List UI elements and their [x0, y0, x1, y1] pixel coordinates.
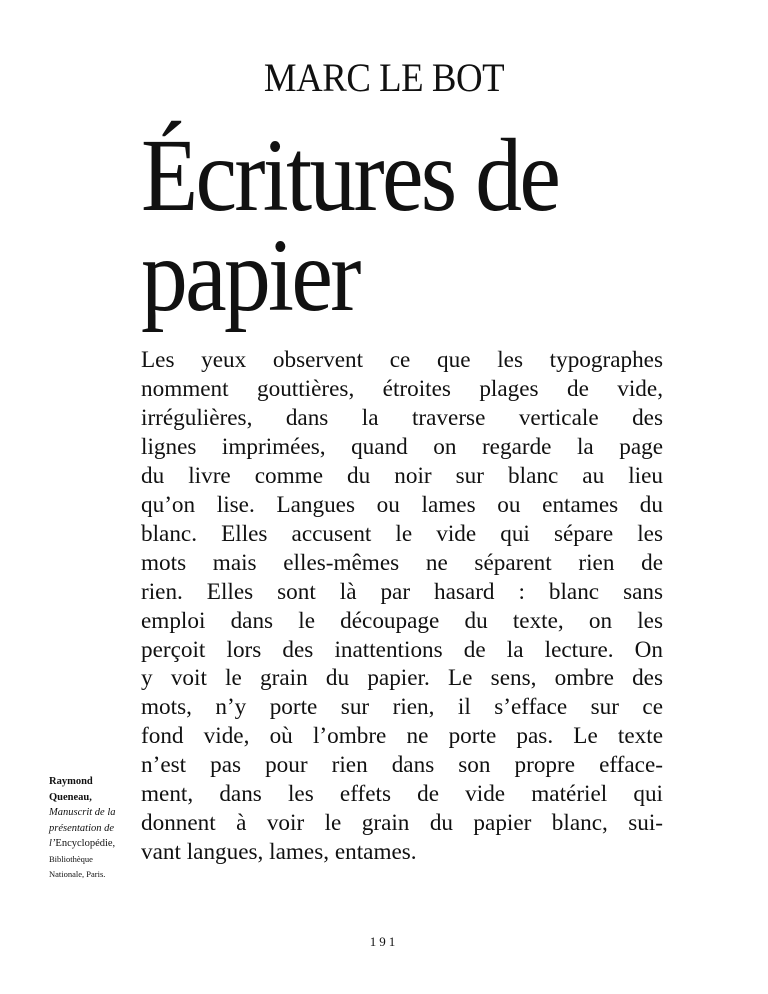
body-line: fond vide, où l’ombre ne porte pas. Le texte	[141, 723, 663, 750]
body-line: blanc. Elles accusent le vide qui sépare les	[141, 520, 663, 547]
body-line: lignes imprimées, quand on regarde la page	[141, 433, 663, 460]
body-line: irrégulières, dans la traverse verticale des	[141, 404, 663, 431]
body-line: emploi dans le découpage du texte, on les	[141, 607, 663, 634]
body-line: n’est pas pour rien dans son propre efface-	[141, 752, 663, 779]
body-line: rien. Elles sont là par hasard : blanc sans	[141, 578, 663, 605]
caption-name-line: Raymond	[49, 776, 93, 787]
caption-work-prefix: l’	[49, 838, 56, 849]
body-line: qu’on lise. Langues ou lames ou entames du	[141, 491, 663, 518]
body-line: du livre comme du noir sur blanc au lieu	[141, 462, 663, 489]
body-line: mots mais elles-mêmes ne séparent rien de	[141, 549, 663, 576]
body-line: mots, n’y porte sur rien, il s’efface sur ce	[141, 694, 663, 721]
title-line-1: Écritures de	[141, 118, 559, 233]
title-line-2: papier	[141, 218, 359, 333]
body-line: ment, dans les effets de vide matériel qui	[141, 781, 663, 808]
page-number: 191	[369, 934, 399, 949]
body-line: y voit le grain du papier. Le sens, ombre des	[141, 665, 663, 692]
body-line: vant langues, lames, entames.	[141, 839, 417, 866]
caption-work-line: présentation de	[49, 822, 115, 834]
caption-work-title-line	[49, 836, 127, 852]
body-line: perçoit lors des inattentions de la lecture. On	[141, 636, 663, 663]
caption-name-line: Queneau,	[49, 791, 92, 803]
caption-source-line: Bibliothèque	[49, 853, 93, 864]
caption-work-line: Manuscrit de la	[49, 807, 116, 818]
body-paragraph	[141, 346, 663, 867]
caption-work-title: Encyclopédie,	[55, 838, 116, 849]
article-title	[141, 118, 681, 333]
body-line: donnent à voir le grain du papier blanc, sui-	[141, 810, 663, 837]
author-name: MARC LE BOT	[263, 55, 505, 100]
caption-source-line: Nationale, Paris.	[49, 869, 106, 879]
image-caption	[49, 774, 127, 883]
body-line: nomment gouttières, étroites plages de vide,	[141, 375, 663, 402]
body-line: Les yeux observent ce que les typographes	[141, 347, 663, 373]
